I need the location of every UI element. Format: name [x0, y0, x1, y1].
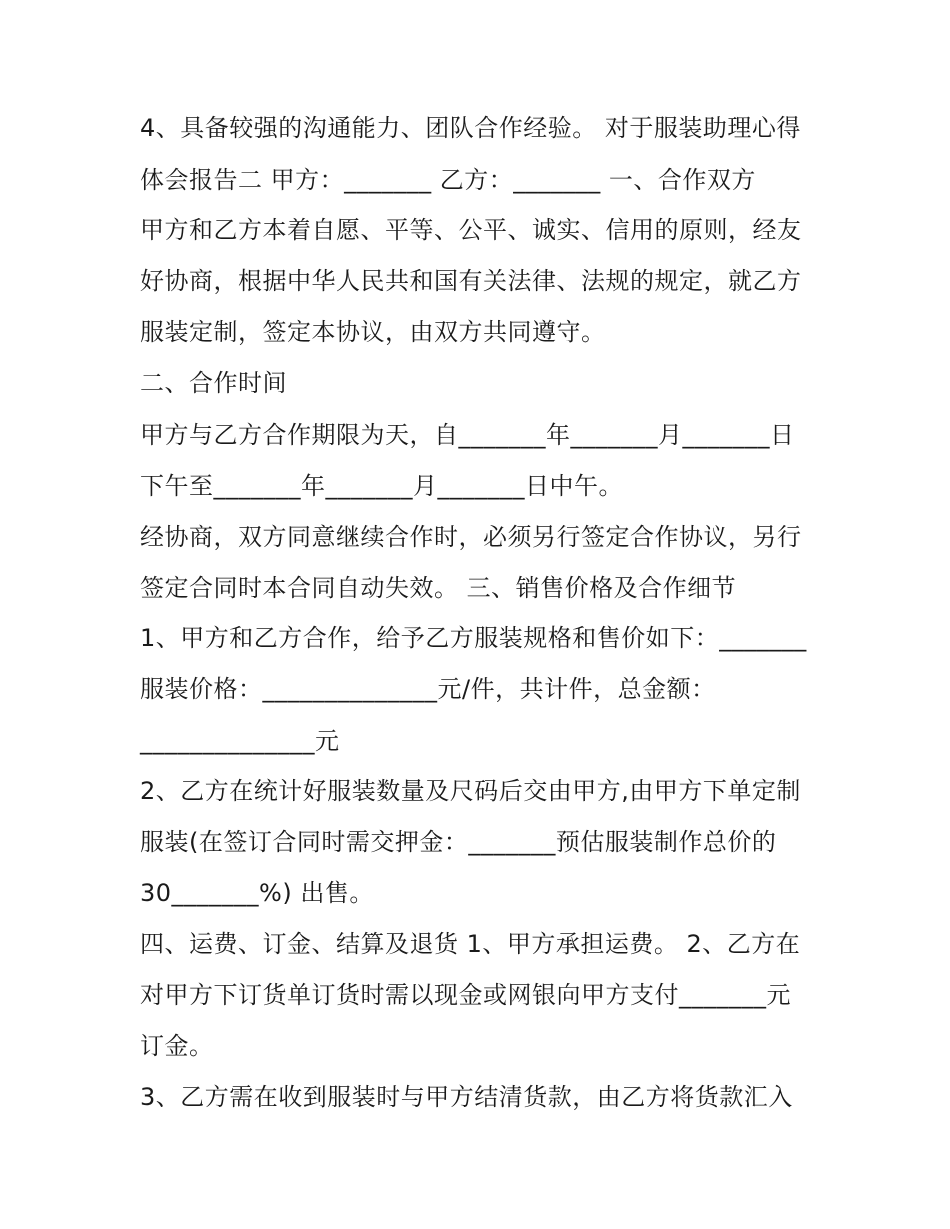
text-line: 对甲方下订货单订货时需以现金或网银向甲方支付_______元 — [140, 981, 791, 1009]
text-line: 4、具备较强的沟通能力、团队合作经验。 对于服装助理心得 — [140, 114, 801, 142]
text-line: 订金。 — [140, 1032, 214, 1060]
text-line: 甲方与乙方合作期限为天，自_______年_______月_______日 — [140, 421, 795, 449]
text-line: 1、甲方和乙方合作，给予乙方服装规格和售价如下：_______ — [140, 624, 807, 652]
text-line: 30_______%) 出售。 — [140, 879, 374, 907]
text-line: 体会报告二 甲方：_______ 乙方：_______ 一、合作双方 — [140, 166, 756, 194]
section-heading: 二、合作时间 — [140, 369, 287, 397]
text-line: 2、乙方在统计好服装数量及尺码后交由甲方,由甲方下单定制 — [140, 777, 801, 805]
text-line: 服装定制，签定本协议，由双方共同遵守。 — [140, 318, 606, 346]
text-line: 甲方和乙方本着自愿、平等、公平、诚实、信用的原则，经友 — [140, 216, 802, 244]
text-line: 服装(在签订合同时需交押金：_______预估服装制作总价的 — [140, 828, 777, 856]
text-line: 服装价格：______________元/件，共计件，总金额： — [140, 675, 716, 703]
text-line: 好协商，根据中华人民共和国有关法律、法规的规定，就乙方 — [140, 267, 802, 295]
text-line: 签定合同时本合同自动失效。 三、销售价格及合作细节 — [140, 574, 737, 602]
text-line: 四、运费、订金、结算及退货 1、甲方承担运费。 2、乙方在 — [140, 930, 801, 958]
text-line: 3、乙方需在收到服装时与甲方结清货款，由乙方将货款汇入 — [140, 1083, 793, 1111]
text-line: 下午至_______年_______月_______日中午。 — [140, 472, 623, 500]
text-line: ______________元 — [140, 727, 340, 755]
text-line: 经协商，双方同意继续合作时，必须另行签定合作协议，另行 — [140, 523, 802, 551]
